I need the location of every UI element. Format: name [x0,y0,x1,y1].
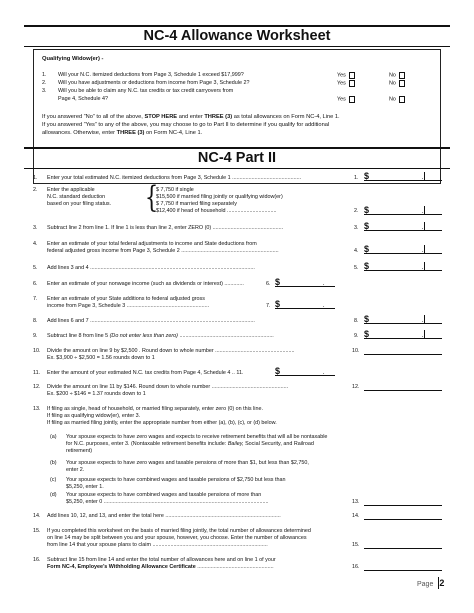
line2-text-1: Enter the applicable [47,187,95,193]
line6-number: 6. [33,281,38,287]
line4-number: 4. [33,241,38,247]
three-allowances-2: THREE (3) [116,130,145,136]
q1-number: 1. [42,72,47,78]
q2-yes-checkbox[interactable] [349,80,356,87]
line14-text: Add lines 10, 12, and 13, and enter the total here ............................................................................. [47,513,281,519]
decimal-point: . [323,302,325,309]
option-a-label: (a) [50,434,57,440]
line3-ref: 3. [354,225,359,231]
dollar-sign: $ [364,329,370,339]
line10-amount[interactable] [364,347,442,355]
dollar-sign: $ [364,314,370,324]
line3-number: 3. [33,225,38,231]
decimal-point: . [422,208,424,215]
option-d-line1: Your spouse expects to have combined wages and taxable pensions of more than [66,492,262,498]
option-a-line1: Your spouse expects to have zero wages and expects to receive retirement benefits that will all be nontaxable [66,434,328,440]
three-allowances: THREE (3) [204,114,233,120]
line16-number: 16. [33,557,41,563]
line10-text: Divide the amount on line 9 by $2,500 . Round down to whole number ..................................................... [47,348,295,354]
q3-no [389,96,405,103]
line2-option-single: $ 7,750 if single [156,187,194,193]
line15-number: 15. [33,528,41,534]
dollar-sign: $ [364,261,370,271]
decimal-point: . [323,369,325,376]
q2-no [389,80,405,87]
line5-text: Add lines 3 and 4 .............................................................................................................. [47,265,255,271]
yes-instruction-text: allowances. Otherwise, enter [42,130,117,136]
decimal-point: . [422,332,424,339]
q3-no-checkbox[interactable] [399,96,406,103]
line3-amount[interactable] [364,221,442,231]
option-a-line2-text-2: Social Security, and Railroad [243,441,314,447]
option-a-line2-text: for N.C. purposes, enter 3. (Nontaxable retirement benefits include: [66,441,228,447]
part2-title: NC-4 Part II [197,150,277,166]
decimal-point: . [422,317,424,324]
option-c-label: (c) [50,477,57,483]
line2-text-3: based on your filing status. [47,201,112,207]
line11-amount[interactable] [275,366,335,376]
line14-ref: 14. [352,513,360,519]
q3-yes-checkbox[interactable] [349,96,356,103]
qualifying-heading: Qualifying Widow(er) - [42,56,104,62]
line9-ref: 9. [354,333,359,339]
option-d-line2: $5,250, enter 0 .............................................................................................................. [66,499,269,505]
no-instruction-text-2: and enter [177,114,205,120]
bailey-text: Bailey, [227,441,244,447]
no-instruction-text: If you answered “No” to all of the above, [42,114,145,120]
q1-yes-checkbox[interactable] [349,72,356,79]
option-a-line2 [66,441,314,448]
line7-ref: 7. [266,303,271,309]
title-rule [24,46,450,47]
option-b-line2: enter 2. [66,467,85,473]
line13-text-2: If filing as qualifying widow(er), enter 3. [47,413,141,419]
decimal-point: . [323,280,325,287]
yes-instruction-text-2: on Form NC-4, Line 1. [144,130,203,136]
line7-amount[interactable] [275,299,335,309]
line12-amount[interactable] [364,383,442,391]
line5-number: 5. [33,265,38,271]
line16-text-2 [47,564,274,571]
line7-text-1: Enter an estimate of your State additions to federal adjusted gross [47,296,205,302]
line2-option-separate: $ 7,750 if married filing separately [156,201,237,207]
decimal-point: . [422,174,424,181]
dollar-sign: $ [275,366,281,376]
line8-amount[interactable] [364,314,442,324]
line9-amount[interactable] [364,329,442,339]
line1-text: Enter your total estimated N.C. itemized deductions from Page 3, Schedule 1 .............................................. [47,175,302,181]
q2-text: Will you have adjustments or deductions from income from Page 3, Schedule 2? [58,80,250,86]
page-label: Page [417,581,434,588]
line10-example: Ex. $3,900 ÷ $2,500 = 1.56 rounds down to 1 [47,355,155,361]
q3-text-line2: Page 4, Schedule 4? [58,96,109,102]
line13-ref: 13. [352,499,360,505]
dollar-sign: $ [364,244,370,254]
line9-text-main: Subtract line 8 from line 5 [47,333,110,339]
q2-yes [337,80,355,87]
line2-option-joint: $15,500 if married filing jointly or qualifying widow(er) [156,194,283,200]
line10-number: 10. [33,348,41,354]
line15-text-2: on line 14 may be split between you and your spouse, however, you choose. Enter the number of allowances [47,535,307,541]
decimal-point: . [422,247,424,254]
option-c-line2: $5,250, enter 1. [66,484,104,490]
line16-text-1: Subtract line 15 from line 14 and enter the total number of allowances here and on line 1 of your [47,557,276,563]
line1-ref: 1. [354,175,359,181]
no-label: No [389,80,396,87]
line15-ref: 15. [352,542,360,548]
line16-leader: ................................................... [195,564,274,570]
line12-number: 12. [33,384,41,390]
no-instruction-text-3: as total allowances on Form NC-4, Line 1. [232,114,340,120]
decimal-point: . [422,224,424,231]
footer-divider [438,577,439,589]
line4-text-1: Enter an estimate of your total federal adjustments to income and State deductions from [47,241,257,247]
brace-icon: { [144,180,159,215]
line11-number: 11. [33,370,41,376]
line2-option-hoh: $12,400 if head of household ................................. [156,208,277,214]
option-a-line3: retirement) [66,448,93,454]
q2-no-checkbox[interactable] [399,80,406,87]
line15-amount[interactable] [364,541,442,549]
worksheet-title: NC-4 Allowance Worksheet [143,28,331,44]
option-d-label: (d) [50,492,57,498]
no-instruction [42,114,340,121]
dollar-sign: $ [364,221,370,231]
line12-example: Ex. $200 ÷ $146 = 1.37 rounds down to 1 [47,391,146,397]
dollar-sign: $ [364,205,370,215]
line9-text [47,333,274,340]
line15-text-3: from line 14 that your spouse plans to claim ............................................................................. [47,542,268,548]
q1-yes [337,72,355,79]
line2-amount[interactable] [364,205,442,215]
yes-instruction-line2 [42,130,202,137]
page-footer [417,578,444,588]
line2-text-2: N.C. standard deduction [47,194,106,200]
line8-number: 8. [33,318,38,324]
stop-here: STOP HERE [144,114,178,120]
yes-label: Yes [337,80,346,87]
line2-ref: 2. [354,208,359,214]
part2-top-rule [24,147,450,149]
dollar-sign: $ [275,299,281,309]
line10-ref: 10. [352,348,360,354]
decimal-point: . [422,264,424,271]
option-b-label: (b) [50,460,57,466]
line14-amount[interactable] [364,512,442,520]
line16-amount[interactable] [364,563,442,571]
q1-text: Will your N.C. itemized deductions from Page 3, Schedule 1 exceed $17,999? [58,72,244,78]
line12-ref: 12. [352,384,360,390]
line9-leader: ............................................................... [177,333,274,339]
line8-ref: 8. [354,318,359,324]
dollar-sign: $ [364,171,370,181]
line4-text-2: federal adjusted gross income from Page 3, Schedule 2 ................................................................. [47,248,279,254]
line5-ref: 5. [354,265,359,271]
line13-number: 13. [33,406,41,412]
q3-text-line1: Will you be able to claim any N.C. tax credits or tax credit carryovers from [58,88,234,94]
line15-text-1: If you completed this worksheet on the basis of married filing jointly, the total number of allowances determined [47,528,311,534]
no-label: No [389,96,396,103]
yes-label: Yes [337,96,346,103]
no-label: No [389,72,396,79]
line7-number: 7. [33,296,38,302]
q1-no-checkbox[interactable] [399,72,406,79]
line4-amount[interactable] [364,244,442,254]
line9-number: 9. [33,333,38,339]
line13-amount[interactable] [364,498,442,506]
line7-text-2: income from Page 3, Schedule 3 ....................................................... [47,303,210,309]
line6-text: Enter an estimate of your nonwage income (such as dividends or interest) ............. [47,281,244,287]
line14-number: 14. [33,513,41,519]
part2-title-rule [24,168,450,169]
yes-label: Yes [337,72,346,79]
line8-text: Add lines 6 and 7 .............................................................................................................. [47,318,255,324]
line3-text: Subtract line 2 from line 1. If line 1 is less than line 2, enter ZERO (0) ............................................... [47,225,284,231]
line2-number: 2. [33,187,38,193]
top-rule [24,25,450,27]
line5-amount[interactable] [364,261,442,271]
q3-number: 3. [42,88,47,94]
line13-text-1: If filing as single, head of household, or married filing separately, enter zero (0) on this line. [47,406,263,412]
q3-yes [337,96,355,103]
option-b-line1: Your spouse expects to have zero wages and taxable pensions of more than $1, but less than $2,750, [66,460,309,466]
line13-text-3: If filing as married filing jointly, enter the appropriate number from either (a), (b), (c), or (d) below. [47,420,277,426]
line11-text: Enter the amount of your estimated N.C. tax credits from Page 4, Schedule 4 .. 11. [47,370,244,376]
q2-number: 2. [42,80,47,86]
page-number: 2 [439,578,445,588]
form-nc4-reference: Form NC-4, Employee’s Withholding Allowance Certificate [47,564,196,570]
dollar-sign: $ [275,277,281,287]
line16-ref: 16. [352,564,360,570]
line9-note: (Do not enter less than zero) [109,333,178,339]
line12-text: Divide the amount on line 11 by $146. Round down to whole number ................................................... [47,384,289,390]
option-c-line1: Your spouse expects to have combined wages and taxable pensions of $2,750 but less than [66,477,286,483]
yes-instruction-line1: If you answered “Yes” to any of the above, you may choose to go to Part II to determine if you qualify for additional [42,122,330,128]
line6-ref: 6. [266,281,271,287]
line4-ref: 4. [354,248,359,254]
q1-no [389,72,405,79]
line1-number: 1. [33,175,38,181]
line1-amount[interactable] [364,171,442,181]
line6-amount[interactable] [275,277,335,287]
